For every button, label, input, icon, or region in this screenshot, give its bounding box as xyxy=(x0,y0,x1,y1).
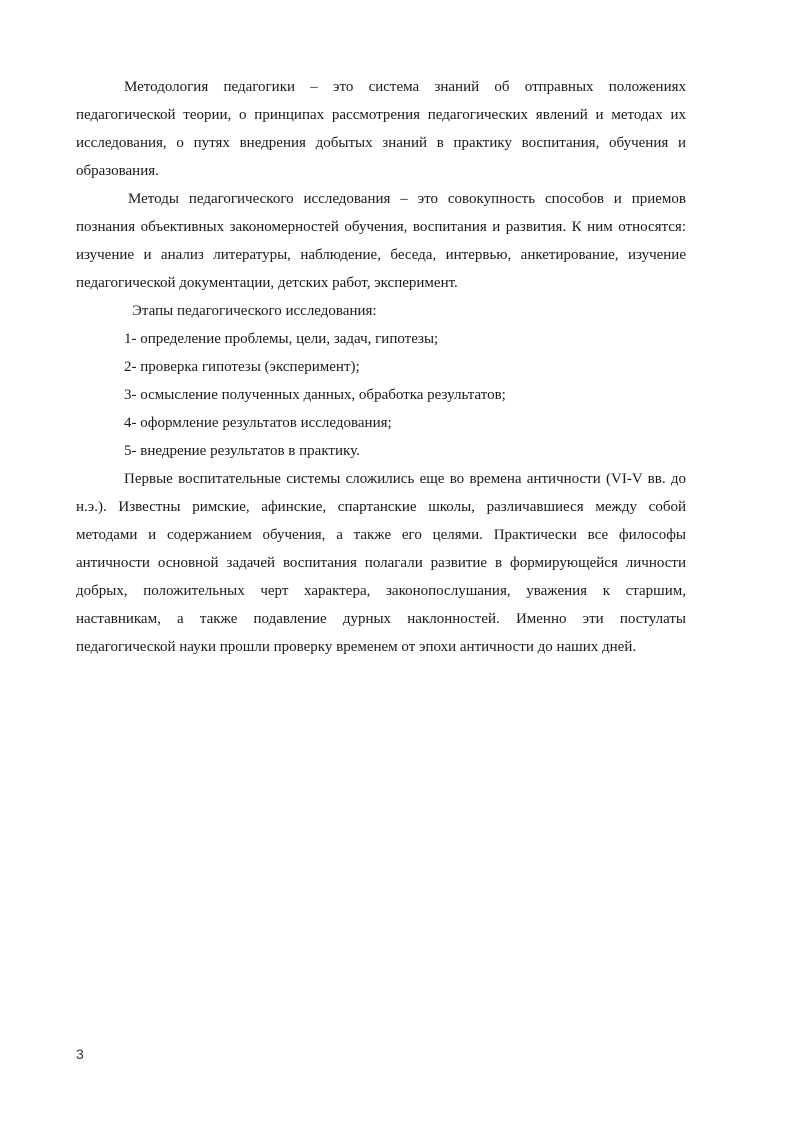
list-item-stage-5: 5- внедрение результатов в практику. xyxy=(124,443,360,459)
page-number: 3 xyxy=(76,1046,84,1062)
list-item-stage-4: 4- оформление результатов исследования; xyxy=(124,415,392,431)
list-item-stage-3: 3- осмысление полученных данных, обработка результатов; xyxy=(124,387,506,403)
stages-heading: Этапы педагогического исследования: xyxy=(132,303,377,319)
paragraph-history: Первые воспитательные системы сложились еще во времена античности (VI-V вв. до н.э.). Известны римские, афинские, спартанские школы, различавшиеся между собой методами и содержанием обучения, а также его целями. Практически все философы античности основной задачей воспитания полагали развитие в формирующейся личности добрых, положительных черт характера, законопослушания, уважения к старшим, наставникам, а также подавление дурных наклонностей. Именно эти постулаты педагогической науки прошли проверку временем от эпохи античности до наших дней. xyxy=(76,471,686,655)
list-item-stage-1: 1- определение проблемы, цели, задач, гипотезы; xyxy=(124,331,439,347)
paragraph-methodology: Методология педагогики – это система знаний об отправных положениях педагогической теории, о принципах рассмотрения педагогических явлений и методах их исследования, о путях внедрения добытых знаний в практику воспитания, обучения и образования. xyxy=(76,79,686,179)
paragraph-methods: Методы педагогического исследования – это совокупность способов и приемов познания объективных закономерностей обучения, воспитания и развития. К ним относятся: изучение и анализ литературы, наблюдение, беседа, интервью, анкетирование, изучение педагогической документации, детских работ, эксперимент. xyxy=(76,191,686,291)
document-body xyxy=(76,73,686,661)
stages-list xyxy=(76,325,686,465)
list-item-stage-2: 2- проверка гипотезы (эксперимент); xyxy=(124,359,360,375)
